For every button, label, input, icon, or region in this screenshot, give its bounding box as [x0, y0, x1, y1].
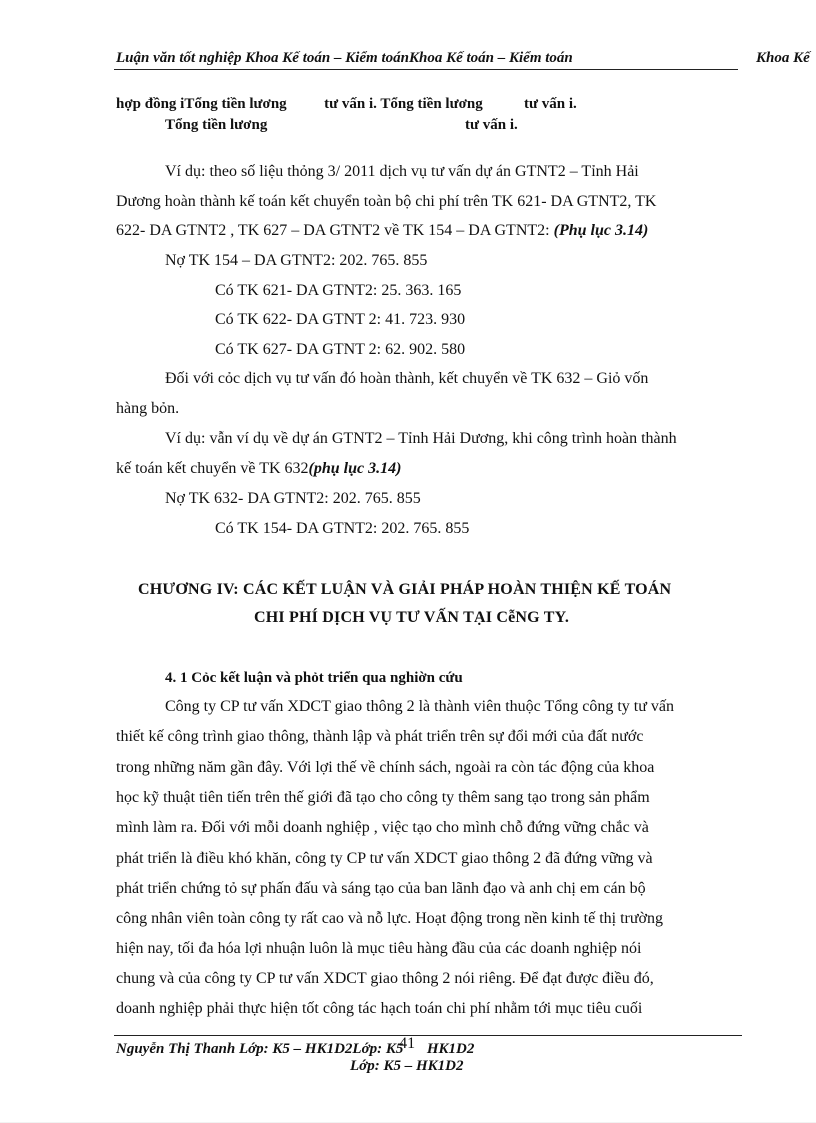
section-line-9: hiện nay, tối đa hóa lợi nhuận luôn là mục tiêu hàng đầu của các doanh nghiệp nói: [116, 940, 642, 957]
example-1-line-2: Dương hoàn thành kế toán kết chuyển toàn bộ chi phí trên TK 621- DA GTNT2, TK: [116, 193, 657, 210]
footer-rule: [114, 1035, 742, 1036]
footer-line-1-tail: HK1D2: [426, 1041, 475, 1057]
example-2-line-2: [116, 460, 401, 478]
example-1-line-3: [116, 222, 648, 240]
section-line-5: mình làm ra. Đối với mỗi doanh nghiệp , việc tạo cho mình chỗ đứng vững chắc và: [116, 819, 649, 836]
salary-formula-line-2b: tư vấn i.: [465, 117, 518, 133]
footer-line-2: Lớp: K5 – HK1D2: [350, 1058, 464, 1074]
example-2-line-2-text: kế toán kết chuyển về TK 632: [116, 460, 309, 477]
section-line-8: công nhân viên toàn công ty rất cao và nỗ lực. Hoạt động trong nền kinh tế thị trường: [116, 910, 664, 927]
appendix-reference-1: (Phụ lục 3.14): [553, 222, 649, 239]
entry-credit-627: Có TK 627- DA GTNT 2: 62. 902. 580: [215, 341, 466, 358]
section-line-7: phát triển chứng tỏ sự phấn đấu và sáng tạo của ban lãnh đạo và anh chị em cán bộ: [116, 880, 646, 897]
section-line-4: học kỹ thuật tiên tiến trên thế giới đã tạo cho công ty thêm sang tạo trong sản phẩm: [116, 789, 650, 806]
section-line-3: trong những năm gần đây. Với lợi thế về chính sách, ngoài ra còn tác động của khoa: [116, 759, 655, 776]
section-line-2: thiết kế công trình giao thông, thành lập và phát triển trên sự đổi mới của đất nước: [116, 728, 644, 745]
salary-formula-line-2a: Tổng tiền lương: [165, 117, 268, 133]
footer-author-class: Nguyễn Thị Thanh Lớp: K5 – HK1D2Lớp: K5: [116, 1041, 404, 1057]
section-heading: 4. 1 Cỏc kết luận và phỏt triển qua nghiờn cứu: [165, 670, 463, 686]
running-header-right: Khoa Kế: [756, 50, 810, 66]
transfer-line-2: hàng bỏn.: [116, 400, 180, 417]
transfer-line-1: Đối với cỏc dịch vụ tư vấn đó hoàn thành, kết chuyển về TK 632 – Giỏ vốn: [165, 370, 649, 387]
appendix-reference-2: (phụ lục 3.14): [308, 460, 402, 477]
section-line-11: doanh nghiệp phải thực hiện tốt công tác hạch toán chi phí nhằm tới mục tiêu cuối: [116, 1000, 643, 1017]
section-line-10: chung và của công ty CP tư vấn XDCT giao thông 2 nói riêng. Để đạt được điều đó,: [116, 970, 654, 987]
section-line-6: phát triển là điều khó khăn, công ty CP tư vấn XDCT giao thông 2 đã đứng vững và: [116, 850, 653, 867]
entry-credit-621: Có TK 621- DA GTNT2: 25. 363. 165: [215, 282, 462, 299]
footer-line-1: [116, 1035, 475, 1058]
header-rule: [114, 69, 738, 70]
salary-formula-line-1: hợp đồng iTổng tiền lương tư vấn i. Tổng tiền lương tư vấn i.: [116, 96, 577, 112]
chapter-title-line-1: CHƯƠNG IV: CÁC KẾT LUẬN VÀ GIẢI PHÁP HOÀN THIỆN KẾ TOÁN: [138, 581, 672, 598]
entry-debit-632: Nợ TK 632- DA GTNT2: 202. 765. 855: [165, 490, 421, 507]
example-1-line-1: Ví dụ: theo số liệu thỏng 3/ 2011 dịch vụ tư vấn dự án GTNT2 – Tỉnh Hải: [165, 163, 639, 180]
chapter-title-line-2: CHI PHÍ DỊCH VỤ TƯ VẤN TẠI CễNG TY.: [254, 609, 570, 626]
example-2-line-1: Ví dụ: vẫn ví dụ về dự án GTNT2 – Tỉnh Hải Dương, khi công trình hoàn thành: [165, 430, 677, 447]
page-number: 41: [399, 1035, 416, 1052]
entry-credit-154: Có TK 154- DA GTNT2: 202. 765. 855: [215, 520, 470, 537]
example-1-line-3-text: 622- DA GTNT2 , TK 627 – DA GTNT2 về TK 154 – DA GTNT2:: [116, 222, 550, 239]
section-line-1: Công ty CP tư vấn XDCT giao thông 2 là thành viên thuộc Tổng công ty tư vấn: [165, 698, 675, 715]
entry-debit-154: Nợ TK 154 – DA GTNT2: 202. 765. 855: [165, 252, 428, 269]
running-header-left: Luận văn tốt nghiệp Khoa Kế toán – Kiểm toánKhoa Kế toán – Kiểm toán: [116, 50, 573, 66]
entry-credit-622: Có TK 622- DA GTNT 2: 41. 723. 930: [215, 311, 466, 328]
